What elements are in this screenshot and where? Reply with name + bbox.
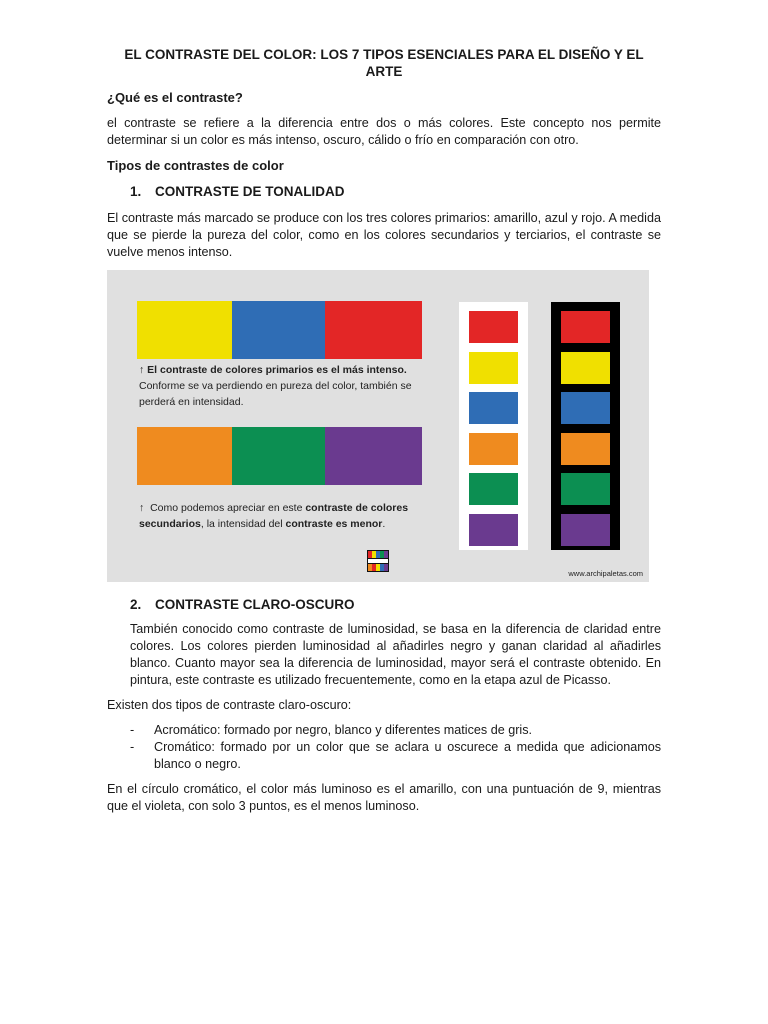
caption-primary-rest: Conforme se va perdiendo en pureza del color, también se perderá en intensidad. — [139, 380, 412, 408]
caption-primary-bold: El contraste de colores primarios es el más intenso. — [147, 364, 407, 376]
arrow-up-icon: ↑ — [139, 502, 145, 514]
black-strip — [551, 302, 620, 550]
strip-swatch-yellow — [561, 352, 610, 384]
section-1-paragraph: El contraste más marcado se produce con los tres colores primarios: amarillo, azul y rojo. A medida que se pierde la pureza del color, como en los colores secundarios y terciarios, el contraste se vuelve menos intenso. — [107, 211, 661, 259]
intro-paragraph: el contraste se refiere a la diferencia entre dos o más colores. Este concepto nos permite determinar si un color es más intenso, oscuro, cálido o frío en comparación con otro. — [107, 116, 661, 147]
source-url: www.archipaletas.com — [568, 569, 643, 578]
strip-swatch-orange — [561, 433, 610, 465]
section-1-title: CONTRASTE DE TONALIDAD — [155, 184, 345, 199]
strip-swatch-purple — [469, 514, 518, 546]
caption-secondary-part: Como podemos apreciar en este — [150, 502, 306, 514]
caption-secondary-bold: contraste de colores secundarios — [139, 502, 409, 530]
white-strip — [459, 302, 528, 550]
strip-swatch-purple — [561, 514, 610, 546]
document-title — [107, 46, 661, 80]
swatch-yellow — [137, 301, 232, 359]
caption-secondary — [139, 500, 429, 532]
swatch-red — [325, 301, 422, 359]
swatch-orange — [137, 427, 232, 485]
section-2-title: CONTRASTE CLARO-OSCURO — [155, 597, 355, 612]
list-item: - Cromático: formado por un color que se aclara u oscurece a medida que adicionamos blanco o negro. — [130, 739, 661, 773]
caption-primary — [139, 362, 429, 410]
section-2-number: 2. — [130, 597, 142, 612]
tonality-contrast-figure — [107, 270, 649, 582]
section-1-number: 1. — [130, 184, 142, 199]
arrow-up-icon: ↑ — [139, 364, 145, 376]
title-line-1: EL CONTRASTE DEL COLOR: LOS 7 TIPOS ESENCIALES PARA EL DISEÑO Y EL — [124, 47, 644, 62]
strip-swatch-red — [561, 311, 610, 343]
strip-swatch-yellow — [469, 352, 518, 384]
contrast-types-list — [130, 722, 661, 773]
closing-paragraph: En el círculo cromático, el color más luminoso es el amarillo, con una puntuación de 9, mientras que el violeta, con solo 3 puntos, es el menos luminoso. — [107, 782, 661, 813]
strip-swatch-blue — [469, 392, 518, 424]
list-item: - Acromático: formado por negro, blanco y diferentes matices de gris. — [130, 722, 661, 739]
swatch-purple — [325, 427, 422, 485]
strip-swatch-green — [561, 473, 610, 505]
caption-secondary-part: . — [382, 518, 386, 530]
strip-swatch-red — [469, 311, 518, 343]
question-heading: ¿Qué es el contraste? — [107, 90, 243, 105]
types-intro: Existen dos tipos de contraste claro-oscuro: — [107, 698, 352, 712]
strip-swatch-green — [469, 473, 518, 505]
swatch-blue — [232, 301, 325, 359]
strip-swatch-orange — [469, 433, 518, 465]
title-line-2: ARTE — [365, 64, 403, 79]
strip-swatch-blue — [561, 392, 610, 424]
swatch-green — [232, 427, 325, 485]
section-2-heading — [130, 597, 355, 612]
section-1-heading — [130, 184, 345, 199]
archipalettes-logo — [367, 550, 389, 572]
section-2-paragraph: También conocido como contraste de luminosidad, se basa en la diferencia de claridad entre colores. Los colores pierden luminosidad al añadirles negro y ganan claridad al añadirles blanco. Cuanto mayor sea la diferencia de luminosidad, mayor será el contraste obtenido. En pintura, este contraste es utilizado frecuentemente, como en la etapa azul de Picasso. — [130, 622, 661, 687]
types-heading: Tipos de contrastes de color — [107, 158, 284, 173]
caption-secondary-part: , la intensidad del — [200, 518, 286, 530]
caption-secondary-bold: contraste es menor — [285, 518, 383, 530]
